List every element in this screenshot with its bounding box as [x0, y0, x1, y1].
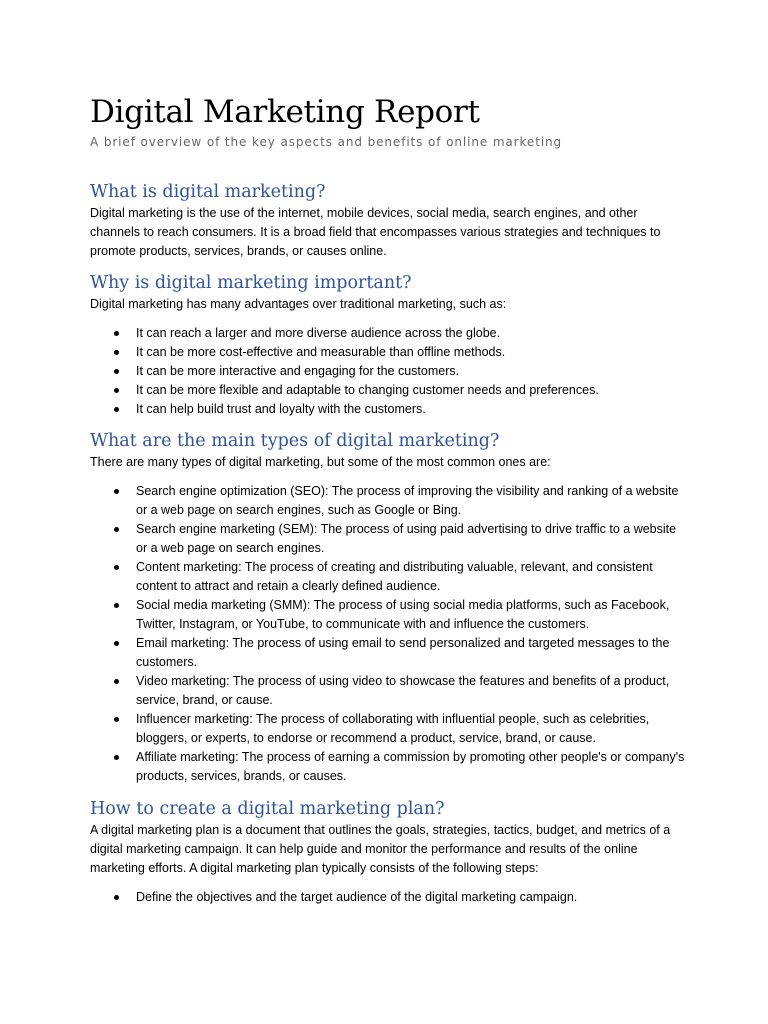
section-body-plan: A digital marketing plan is a document that outlines the goals, strategies, tactics, budget, and metrics of a digital marketing campaign. It can help guide and monitor the performance and results of the online marketing efforts. A digital marketing plan typically consists of the following steps:: [90, 823, 671, 875]
list-item: [90, 324, 690, 343]
list-item-text: It can reach a larger and more diverse audience across the globe.: [136, 326, 501, 340]
section-heading-main-types: What are the main types of digital marketing?: [90, 431, 500, 451]
list-item: [90, 710, 690, 748]
list-item-text: Content marketing: The process of creating and distributing valuable, relevant, and consistent content to attract and retain a clearly defined audience.: [136, 560, 653, 593]
bullet-icon: [114, 641, 119, 646]
list-item: [90, 362, 690, 381]
list-item: [90, 381, 690, 400]
section-heading-what-is: What is digital marketing?: [90, 182, 326, 202]
bullet-icon: [114, 717, 119, 722]
list-item-text: It can be more flexible and adaptable to changing customer needs and preferences.: [136, 383, 599, 397]
list-item-text: Social media marketing (SMM): The process of using social media platforms, such as Facebook, Twitter, Instagram, or YouTube, to communicate with and influence the customers.: [136, 598, 670, 631]
list-item: [90, 596, 690, 634]
list-item-text: It can help build trust and loyalty with the customers.: [136, 402, 426, 416]
list-item: [90, 672, 690, 710]
list-item-text: Video marketing: The process of using video to showcase the features and benefits of a product, service, brand, or cause.: [136, 674, 670, 707]
list-item: [90, 634, 690, 672]
document-page: [90, 92, 690, 907]
list-item-text: It can be more interactive and engaging for the customers.: [136, 364, 460, 378]
list-item: [90, 343, 690, 362]
advantages-list: [90, 324, 690, 419]
list-item: [90, 400, 690, 419]
list-item-text: It can be more cost-effective and measurable than offline methods.: [136, 345, 506, 359]
bullet-icon: [114, 565, 119, 570]
bullet-icon: [114, 895, 119, 900]
list-item: [90, 558, 690, 596]
list-item: [90, 520, 690, 558]
list-item-text: Email marketing: The process of using email to send personalized and targeted messages to the customers.: [136, 636, 670, 669]
list-item: [90, 888, 690, 907]
bullet-icon: [114, 603, 119, 608]
list-item-text: Define the objectives and the target audience of the digital marketing campaign.: [136, 890, 578, 904]
list-item-text: Search engine optimization (SEO): The process of improving the visibility and ranking of a website or a web page on search engines, such as Google or Bing.: [136, 484, 679, 517]
bullet-icon: [114, 369, 119, 374]
document-subtitle: A brief overview of the key aspects and benefits of online marketing: [90, 135, 563, 149]
bullet-icon: [114, 679, 119, 684]
list-item-text: Affiliate marketing: The process of earning a commission by promoting other people's or company's products, services, brands, or causes.: [136, 750, 685, 783]
bullet-icon: [114, 407, 119, 412]
types-list: [90, 482, 690, 786]
plan-steps-list: [90, 888, 690, 907]
bullet-icon: [114, 755, 119, 760]
bullet-icon: [114, 527, 119, 532]
section-body-why-important: Digital marketing has many advantages over traditional marketing, such as:: [90, 297, 507, 311]
list-item-text: Influencer marketing: The process of collaborating with influential people, such as celebrities, bloggers, or experts, to endorse or recommend a product, service, brand, or cause.: [136, 712, 650, 745]
section-heading-plan: How to create a digital marketing plan?: [90, 799, 445, 819]
section-body-main-types: There are many types of digital marketing, but some of the most common ones are:: [90, 455, 551, 469]
document-title: Digital Marketing Report: [90, 94, 480, 130]
bullet-icon: [114, 331, 119, 336]
bullet-icon: [114, 388, 119, 393]
bullet-icon: [114, 489, 119, 494]
bullet-icon: [114, 350, 119, 355]
section-body-what-is: Digital marketing is the use of the internet, mobile devices, social media, search engines, and other channels to reach consumers. It is a broad field that encompasses various strategies and techniques to promote products, services, brands, or causes online.: [90, 206, 661, 258]
list-item: [90, 482, 690, 520]
list-item: [90, 748, 690, 786]
section-heading-why-important: Why is digital marketing important?: [90, 273, 412, 293]
list-item-text: Search engine marketing (SEM): The process of using paid advertising to drive traffic to a website or a web page on search engines.: [136, 522, 677, 555]
